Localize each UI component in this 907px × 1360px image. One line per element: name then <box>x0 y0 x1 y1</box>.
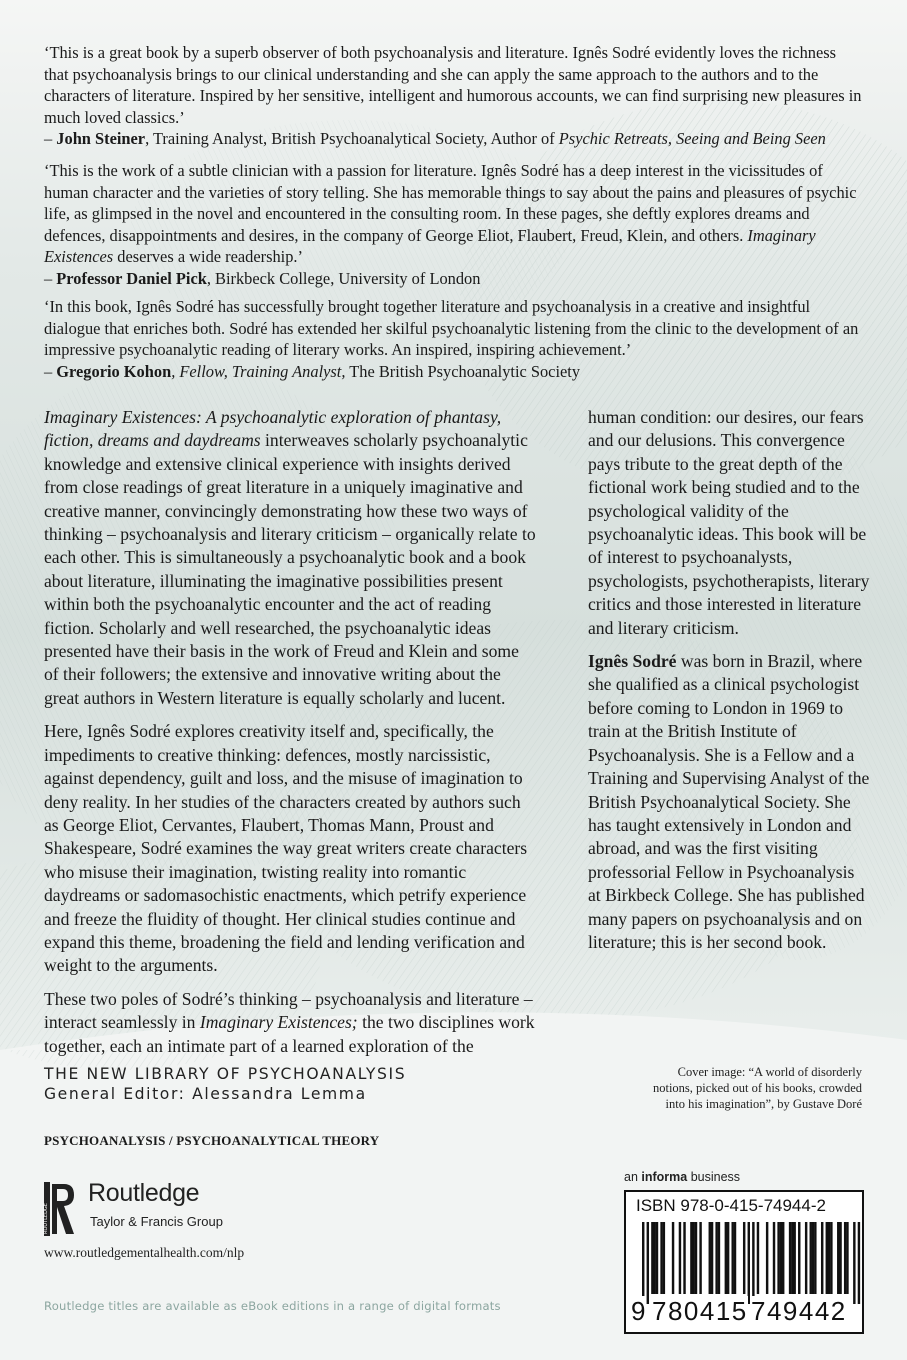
barcode-bar <box>711 1222 713 1294</box>
barcode-bar <box>660 1222 662 1294</box>
author-name: Ignês Sodré <box>588 651 677 672</box>
barcode-bar <box>805 1222 807 1294</box>
endorsement-gregorio-kohon <box>44 296 864 382</box>
barcode-group-2: 749442 <box>751 1296 847 1326</box>
barcode-bar <box>695 1222 697 1294</box>
informa-brand: informa <box>641 1170 688 1184</box>
isbn-label: ISBN 978-0-415-74944-2 <box>636 1196 826 1215</box>
description-paragraph: Here, Ignês Sodré explores creativity itself and, specifically, the impediments to creative thinking: defences, mostly narcissistic, against dependency, guilt and loss, and the misuse of imagination to deny reality. In her studies of the characters created by authors such as George Eliot, Cervantes, Flaubert, Thomas Mann, Proust and Shakespeare, Sodré examines the way great writers create characters who misuse their imagination, twisting reality into romantic daydreams or sadomasochistic enactments, which petrify experience and freeze the fluidity of thought. Her clinical studies continue and expand this theme, broadening the field and lending verification and weight to the arguments. <box>44 721 528 976</box>
barcode-bar <box>789 1222 791 1294</box>
endorsement-daniel-pick <box>44 160 864 289</box>
barcode-bar <box>663 1222 665 1294</box>
barcode-bar <box>727 1222 729 1294</box>
barcode-bar <box>777 1222 779 1294</box>
barcode-bar <box>692 1222 694 1294</box>
barcode-bar <box>826 1222 828 1294</box>
routledge-logo-icon <box>44 1182 76 1236</box>
barcode-bar <box>830 1222 832 1294</box>
series-title: THE NEW LIBRARY OF PSYCHOANALYSIS <box>44 1065 407 1083</box>
barcode-bar <box>773 1222 775 1294</box>
barcode-bar <box>672 1222 674 1294</box>
barcode-bar <box>715 1222 717 1294</box>
barcode-bar <box>846 1222 848 1294</box>
barcode-bar <box>837 1222 839 1294</box>
barcode-bar <box>828 1222 830 1294</box>
barcode-bar <box>743 1222 745 1294</box>
endorsement-attribution: – Gregorio Kohon, Fellow, Training Analyst, The British Psychoanalytic Society <box>44 361 581 381</box>
endorsement-text: ‘In this book, Ignês Sodré has successfully brought together literature and psychoanalysis in a creative and insightful dialogue that enriches both. Sodré has extended her skilful psychoanalytic listening from the clinic to the development of an impressive psychoanalytic reading of literary works. An inspired, inspiring achievement.’ <box>44 297 859 359</box>
endorser-works: Psychic Retreats, Seeing and Being Seen <box>558 129 826 148</box>
description-continuation-column <box>588 406 870 964</box>
endorser-name: John Steiner <box>56 129 146 148</box>
barcode-bar <box>810 1222 812 1294</box>
book-description <box>44 406 536 1068</box>
barcode-bar <box>782 1222 784 1294</box>
endorsement-text: ‘This is a great book by a superb observer of both psychoanalysis and literature. Ignês Sodré evidently loves the richness that psychoanalysis brings to our clinical understanding and she can apply the same approach to the authors and to the characters of literature. Inspired by her sensitive, intelligent and humorous accounts, we can find surprising new pleasures in much loved classics.’ <box>44 43 862 127</box>
publisher-group: Taylor & Francis Group <box>90 1214 223 1229</box>
informa-tagline: an informa business <box>624 1170 741 1184</box>
series-info <box>44 1064 406 1104</box>
endorsement-text: ‘This is the work of a subtle clinician with a passion for literature. Ignês Sodré has a deep interest in the vicissitudes of human character and the varieties of story telling. She has memorable things to say about the pains and pleasures of psychic life, as glimpsed in the novel and encountered in the consulting room. In these pages, she deftly explores dreams and defences, disappointments and desires, in the company of George Eliot, Flaubert, Freud, Klein, and others. Imaginary Existences deserves a wide readership.’ <box>44 161 857 266</box>
endorser-name: Professor Daniel Pick <box>56 268 207 288</box>
barcode-first-digit: 9 <box>631 1296 646 1326</box>
barcode-icon <box>642 1222 860 1304</box>
endorsement-attribution: – John Steiner, Training Analyst, British Psychoanalytical Society, Author of Psychic Retreats, Seeing and Being Seen <box>44 129 826 148</box>
ebook-note: Routledge titles are available as eBook editions in a range of digital formats <box>44 1299 501 1313</box>
barcode-bar <box>757 1222 759 1294</box>
author-bio: Ignês Sodré was born in Brazil, where she qualified as a clinical psychologist before coming to London in 1969 to train at the British Institute of Psychoanalysis. She is a Fellow and a Training and Supervising Analyst of the British Psychoanalytical Society. She has taught extensively in London and abroad, and was the first visiting professorial Fellow in Psychoanalysis at Birkbeck College. She has published many papers on psychoanalysis and on literature; this is her second book. <box>588 651 870 952</box>
publisher-website: www.routledgementalhealth.com/nlp <box>44 1245 245 1260</box>
logo-wordmark: ROUTLEDGE <box>43 1203 49 1234</box>
isbn-barcode-box <box>624 1190 864 1334</box>
series-editor: General Editor: Alessandra Lemma <box>44 1085 367 1103</box>
barcode-bar <box>642 1222 644 1304</box>
barcode-bar <box>814 1222 816 1294</box>
barcode-bar <box>798 1222 800 1294</box>
barcode-bar <box>709 1222 711 1294</box>
description-continuation: human condition: our desires, our fears and our delusions. This convergence pays tribute to the great depth of the fictional work being studied and to the psychological validity of the psychoanalytic ideas. This book will be of interest to psychoanalysts, psychologists, psychotherapists, literary critics and those interested in literature and literary criticism. <box>588 407 870 638</box>
barcode-bar <box>656 1222 658 1294</box>
barcode-bar <box>731 1222 733 1294</box>
barcode-bar <box>699 1222 701 1294</box>
endorsement-attribution: – Professor Daniel Pick, Birkbeck College, University of London <box>44 268 481 288</box>
barcode-bar <box>752 1222 754 1304</box>
subject-category: PSYCHOANALYSIS / PSYCHOANALYTICAL THEORY <box>44 1133 380 1148</box>
barcode-digits <box>626 1296 862 1332</box>
barcode-bar <box>651 1222 653 1294</box>
barcode-bar <box>821 1222 823 1294</box>
barcode-bar <box>718 1222 720 1294</box>
barcode-bar <box>748 1222 750 1304</box>
barcode-bar <box>791 1222 793 1294</box>
description-paragraph: These two poles of Sodré’s thinking – psychoanalysis and literature – interact seamlessly in Imaginary Existences; the two disciplines work together, each an intimate part of a learned exploration of the <box>44 988 535 1056</box>
barcode-bar <box>725 1222 727 1294</box>
endorsement-john-steiner <box>44 42 864 150</box>
publisher-name: Routledge <box>88 1179 200 1207</box>
barcode-bar <box>647 1222 649 1304</box>
barcode-bar <box>853 1222 855 1304</box>
barcode-bar <box>653 1222 655 1294</box>
barcode-bar <box>858 1222 860 1304</box>
barcode-bar <box>766 1222 768 1294</box>
cover-image-credit: Cover image: “A world of disorderly notions, picked out of his books, crowded into his imagination”, by Gustave Doré <box>652 1065 862 1111</box>
barcode-bar <box>812 1222 814 1294</box>
barcode-bar <box>839 1222 841 1294</box>
barcode-bar <box>734 1222 736 1294</box>
endorser-name: Gregorio Kohon <box>56 361 172 381</box>
barcode-bar <box>793 1222 795 1294</box>
barcode-group-1: 780415 <box>652 1296 748 1326</box>
book-title: Imaginary Existences: A psychoanalytic exploration of phantasy, fiction, dreams and daydreams <box>44 407 502 451</box>
publisher-block <box>43 1179 304 1238</box>
barcode-bar <box>683 1222 685 1294</box>
barcode-bar <box>690 1222 692 1294</box>
barcode-bar <box>780 1222 782 1294</box>
barcode-bar <box>844 1222 846 1294</box>
description-paragraph: Imaginary Existences: A psychoanalytic exploration of phantasy, fiction, dreams and daydreams interweaves scholarly psychoanalytic knowledge and extensive clinical experience with insights derived from close readings of great literature in a uniquely imaginative and creative manner, convincingly demonstrating how these two ways of thinking – psychoanalysis and literary criticism – organically relate to each other. This is simultaneously a psychoanalytic book and a book about literature, illuminating the imaginative possibilities present within both the psychoanalytic encounter and the act of reading fiction. Scholarly and well researched, the psychoanalytic ideas presented have their basis in the work of Freud and Klein and some of their followers; the extensive and innovative writing about the great authors in Western literature is equally scholarly and lucent. <box>44 407 536 708</box>
barcode-bar <box>679 1222 681 1294</box>
